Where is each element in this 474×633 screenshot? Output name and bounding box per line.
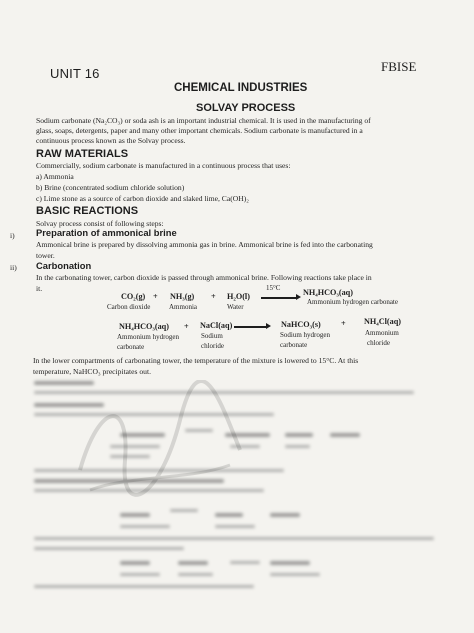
raw-material-item: c) Lime stone as a source of carbon dioxide and slaked lime, Ca(OH)₂: [36, 194, 249, 203]
reaction-arrow: [234, 326, 267, 328]
equation-term: NH₄HCO₃(aq): [119, 322, 169, 331]
closing-line: In the lower compartments of carbonating tower, the temperature of the mixture is lowered to 15°C. At this: [33, 356, 359, 365]
equation-term-name: carbonate: [117, 343, 145, 351]
equation-plus: +: [341, 319, 346, 328]
equation-product-name: Ammonium: [365, 329, 399, 337]
reaction-arrow: [261, 297, 297, 299]
equation-term-name: chloride: [201, 342, 224, 350]
equation-product-name: Sodium hydrogen: [280, 331, 330, 339]
basic-reactions-heading: BASIC REACTIONS: [36, 205, 139, 217]
intro-line-1: Sodium carbonate (Na₂CO₃) or soda ash is an important industrial chemical. It is used in the manufacturing of: [36, 116, 371, 125]
equation-term: H₂O(l): [227, 292, 250, 301]
step-text-line: Ammonical brine is prepared by dissolving ammonia gas in brine. Ammonical brine is fed into the carbonating: [36, 240, 373, 249]
equation-plus: +: [211, 292, 216, 301]
equation-term: CO₂(g): [121, 292, 146, 301]
equation-product-name: Ammonium hydrogen carbonate: [307, 298, 398, 306]
equation-term-name: Carbon dioxide: [107, 303, 151, 311]
watermark-signature: [70, 380, 250, 510]
step-heading: Preparation of ammonical brine: [36, 227, 177, 238]
equation-plus: +: [184, 322, 189, 331]
equation-term: NaCl(aq): [200, 321, 233, 330]
basic-reactions-lead: Solvay process consist of following steps:: [36, 219, 164, 228]
raw-material-item: a) Ammonia: [36, 172, 74, 181]
step-number: ii): [10, 263, 17, 272]
section-title: SOLVAY PROCESS: [196, 102, 296, 114]
unit-label: UNIT 16: [50, 66, 100, 81]
intro-line-2: glass, soaps, detergents, paper and many other important chemicals. Sodium carbonate is manufactured in a: [36, 126, 363, 135]
equation-product: NaHCO₃(s): [281, 320, 321, 329]
reaction-condition: 15°C: [266, 284, 281, 292]
equation-product-name: chloride: [367, 339, 390, 347]
board-label: FBISE: [381, 59, 417, 74]
intro-line-3: continuous process known as the Solvay process.: [36, 136, 186, 145]
equation-term-name: Ammonia: [169, 303, 197, 311]
step-heading: Carbonation: [36, 260, 92, 271]
equation-plus: +: [153, 292, 158, 301]
step-number: i): [10, 231, 15, 240]
raw-material-item: b) Brine (concentrated sodium chloride solution): [36, 183, 185, 192]
equation-term-name: Ammonium hydrogen: [117, 333, 180, 341]
equation-term-name: Water: [227, 303, 244, 311]
equation-product: NH₄HCO₃(aq): [303, 288, 353, 297]
closing-line: temperature, NaHCO₃ precipitates out.: [33, 367, 151, 376]
page-title: CHEMICAL INDUSTRIES: [174, 82, 308, 94]
equation-product-name: carbonate: [280, 341, 308, 349]
raw-materials-lead: Commercially, sodium carbonate is manufactured in a continuous process that uses:: [36, 161, 291, 170]
equation-term-name: Sodium: [201, 332, 223, 340]
step-text-line: In the carbonating tower, carbon dioxide is passed through ammonical brine. Following reactions take place in: [36, 273, 372, 282]
equation-term: NH₃(g): [170, 292, 195, 301]
raw-materials-heading: RAW MATERIALS: [36, 148, 129, 160]
step-text-line: it.: [36, 284, 43, 293]
equation-product: NH₄Cl(aq): [364, 317, 402, 326]
step-text-line: tower.: [36, 251, 55, 260]
